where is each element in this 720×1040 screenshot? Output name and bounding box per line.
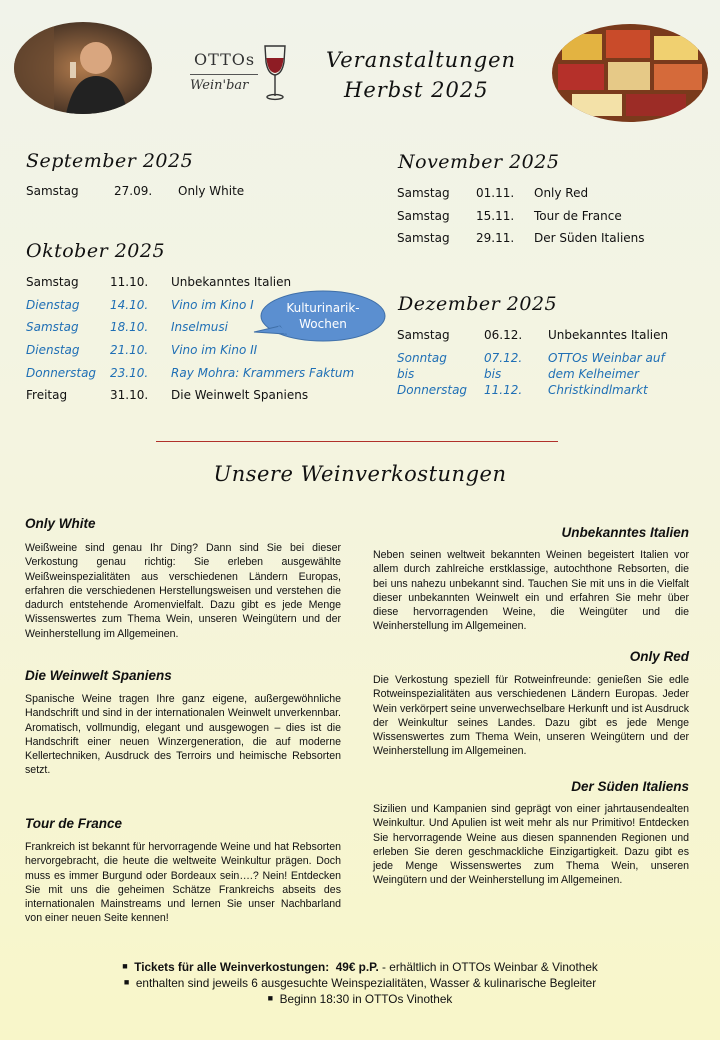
event-name: Only White: [178, 184, 245, 198]
callout-line2: Wochen: [299, 317, 347, 331]
event-day: Dienstag: [26, 343, 80, 357]
callout-line1: Kulturinarik-: [286, 301, 360, 315]
event-day: bis: [397, 367, 415, 381]
event-date: 06.12.: [484, 328, 523, 342]
event-day: Samstag: [26, 184, 79, 198]
event-date: 29.11.: [476, 231, 515, 245]
event-name: Unbekanntes Italien: [171, 275, 292, 289]
tasting-text-only-white: Weißweine sind genau Ihr Ding? Dann sind Sie bei dieser Verkostung genau richtig: Sie erleben ausgewählte Weißweinspezialitäten aus verschiedenen Ländern Europas, erfahren die verschiedenen Herstellungsweisen und verstehen die dadurch entstehende Aromenvielfalt. Dazu gibt es jede Menge Wissenswertes zum Thema Wein, unseren Weingütern und der Weinherstellung im Allgemeinen.: [25, 542, 341, 640]
event-name: Christkindlmarkt: [548, 383, 648, 397]
footer-line-tickets: [0, 960, 720, 974]
event-name: Die Weinwelt Spaniens: [171, 388, 309, 402]
event-day: Donnerstag: [26, 366, 97, 380]
event-day: Samstag: [397, 231, 450, 245]
event-date: 01.11.: [476, 186, 515, 200]
event-date: 14.10.: [110, 298, 149, 312]
event-date: 23.10.: [110, 366, 149, 380]
event-day: Samstag: [397, 209, 450, 223]
logo-divider: [190, 74, 258, 75]
event-name: Ray Mohra: Krammers Faktum: [171, 366, 355, 380]
tasting-heading-sueden-italiens: Der Süden Italiens: [571, 779, 689, 794]
bullet-icon: ■: [122, 961, 128, 971]
logo-text-ottos: OTTOs: [194, 50, 256, 69]
section-title: Unsere Weinverkostungen: [213, 462, 507, 486]
event-date: bis: [484, 367, 502, 381]
bullet-icon: ■: [123, 977, 130, 987]
event-name: Vino im Kino I: [171, 298, 254, 312]
tasting-heading-only-white: Only White: [25, 516, 96, 531]
event-date: 11.10.: [110, 275, 149, 289]
event-day: Samstag: [397, 186, 450, 200]
footer-line-start: [0, 992, 720, 1006]
event-day: Samstag: [26, 275, 79, 289]
page-title-line1: Veranstaltungen: [326, 48, 517, 72]
callout-bubble: [240, 290, 390, 350]
event-day: Donnerstag: [397, 383, 468, 397]
event-name: OTTOs Weinbar auf: [548, 351, 665, 365]
included-text: enthalten sind jeweils 6 ausgesuchte Weinspezialitäten, Wasser & kulinarische Begleiter: [135, 976, 597, 990]
bullet-icon: ■: [267, 993, 274, 1003]
event-date: 18.10.: [110, 320, 149, 334]
start-time-text: Beginn 18:30 in OTTOs Vinothek: [279, 992, 453, 1006]
month-heading-dezember: Dezember 2025: [398, 293, 558, 315]
event-day: Samstag: [397, 328, 450, 342]
event-date: 21.10.: [110, 343, 149, 357]
event-name: Inselmusi: [171, 320, 228, 334]
tasting-text-only-red: Die Verkostung speziell für Rotweinfreunde: genießen Sie edle Rotweinspezialitäten aus verschiedenen Ländern Europas. Jeder Wein verkörpert seine unverwechselbare Herkunft und ist Ausdruck der Weinkultur seines Landes. Dazu gibt es jede Menge Wissenswertes zum Thema Wein, unseren Weingütern und der Weinherstellung im Allgemeinen.: [373, 674, 689, 758]
tickets-location: - erhältlich in OTTOs Weinbar & Vinothek: [378, 960, 598, 974]
section-divider: [156, 441, 558, 442]
event-day: Dienstag: [26, 298, 80, 312]
event-date: 31.10.: [110, 388, 149, 402]
tasting-text-unbekanntes-italien: Neben seinen weltweit bekannten Weinen begeistert Italien vor allem durch zahlreiche erstklassige, autochthone Rebsorten, die bei uns nahezu unbekannt sind. Tauchen Sie mit uns in die Vielfalt dieser unbekannten Weinwelt ein und erfahren Sie mehr über diese hervorragenden Weine, die Weingüter und die Weinherstellung im Allgemeinen.: [373, 549, 689, 633]
month-heading-oktober: Oktober 2025: [26, 240, 166, 262]
event-name: Vino im Kino II: [171, 343, 258, 357]
event-day: Freitag: [26, 388, 68, 402]
month-heading-september: September 2025: [26, 150, 194, 172]
event-name: Unbekanntes Italien: [548, 328, 669, 342]
event-date: 15.11.: [476, 209, 515, 223]
tasting-text-spanien: Spanische Weine tragen Ihre ganz eigene, außergewöhnliche Handschrift und sind in der internationalen Weinwelt unverkennbar. Aromatisch, vollmundig, elegant und ausgewogen – dies ist die Handschrift einer neuen Winzergeneration, die auf moderne Kellertechniken, Ausdruck des Terroirs und heimische Rebsorten setzt.: [25, 693, 341, 777]
event-name: dem Kelheimer: [548, 367, 639, 381]
tasting-heading-spanien: Die Weinwelt Spaniens: [25, 668, 172, 683]
tickets-label: Tickets für alle Weinverkostungen:: [134, 960, 330, 974]
tasting-text-tour-de-france: Frankreich ist bekannt für hervorragende Weine und hat Rebsorten hervorgebracht, die heute die weltweite Weinkultur prägen. Doch muss es immer Burgund oder Bordeaux sein….? Nein! Entdecken Sie mit uns die geheimen Schätze Frankreichs abseits des internationalen Mainstreams und lernen Sie unser Nachbarland von einer neuen Seite kennen!: [25, 841, 341, 925]
month-heading-november: November 2025: [398, 151, 560, 173]
event-day: Sonntag: [397, 351, 447, 365]
tasting-heading-tour-de-france: Tour de France: [25, 816, 123, 831]
event-date: 07.12.: [484, 351, 523, 365]
food-platter-photo: [552, 24, 708, 122]
event-date: 11.12.: [484, 383, 523, 397]
tasting-heading-unbekanntes-italien: Unbekanntes Italien: [561, 525, 689, 540]
event-name: Der Süden Italiens: [534, 231, 645, 245]
logo-text-weinbar: Wein'bar: [190, 78, 249, 93]
host-photo: [14, 22, 152, 114]
logo: [186, 44, 296, 104]
tasting-heading-only-red: Only Red: [629, 649, 689, 664]
ticket-price: 49€ p.P.: [335, 960, 379, 974]
event-day: Samstag: [26, 320, 79, 334]
tasting-text-sueden-italiens: Sizilien und Kampanien sind geprägt von einer jahrtausendealten Weinkultur. Und Apulien ist weit mehr als nur Primitivo! Entdecken Sie hervorragende Weine aus diesen spannenden Regionen und erleben Sie deren geschmackliche Einzigartigkeit. Dazu gibt es jede Menge Wissenswertes zum Thema Wein, unseren Weingütern und der Weinherstellung im Allgemeinen.: [373, 803, 689, 887]
event-name: Only Red: [534, 186, 589, 200]
event-name: Tour de France: [534, 209, 622, 223]
page-title-line2: Herbst 2025: [344, 78, 489, 102]
wine-glass-icon: [262, 44, 288, 102]
footer-line-included: [0, 976, 720, 990]
event-date: 27.09.: [114, 184, 153, 198]
